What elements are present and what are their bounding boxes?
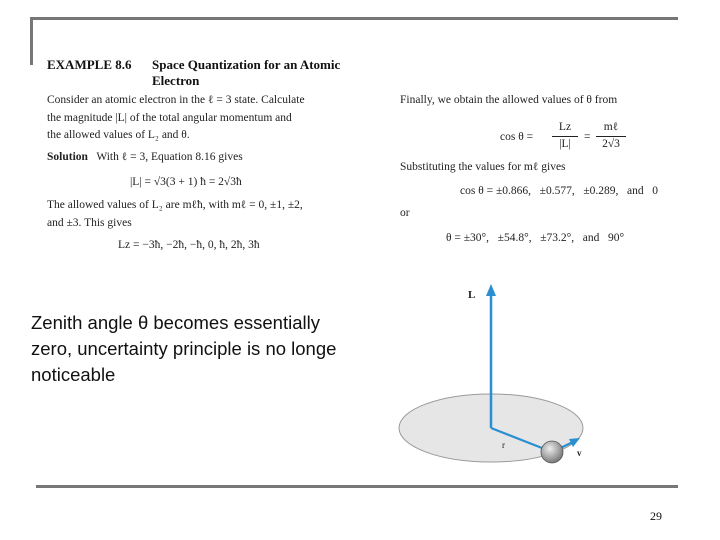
cos-numerator-2: mℓ (603, 121, 619, 133)
solution-line (47, 149, 243, 167)
example-label: EXAMPLE 8.6 (47, 57, 132, 72)
allowed-line: The allowed values of L₂ are mℓħ, with mℓ = 0, ±1, ±2, (47, 199, 303, 211)
electron-sphere (541, 441, 563, 463)
equation-cos-values: cos θ = ±0.866, ±0.577, ±0.289, and 0 (460, 185, 658, 197)
frame-top-line (30, 17, 678, 20)
problem-line: the magnitude |L| of the total angular momentum and (47, 111, 292, 124)
L-arrowhead-icon (486, 284, 496, 296)
cos-denominator-2: 2√3 (596, 136, 626, 151)
allowed-values-text (47, 197, 377, 232)
page-number: 29 (650, 509, 662, 523)
equation-theta-values: θ = ±30°, ±54.8°, ±73.2°, and 90° (446, 232, 625, 244)
problem-line: the allowed values of L₂ and θ. (47, 129, 190, 141)
angular-momentum-figure (392, 278, 604, 470)
frame-left-line (30, 17, 33, 65)
caption-text (31, 310, 393, 388)
equation-Lz-values: Lz = −3ħ, −2ħ, −ħ, 0, ħ, 2ħ, 3ħ (118, 239, 260, 251)
cos-equals: = (584, 131, 591, 143)
equation-L-magnitude: |L| = √3(3 + 1) ħ = 2√3ħ (130, 176, 242, 188)
substituting-text: Substituting the values for mℓ gives (400, 161, 566, 173)
label-v: v (577, 448, 582, 458)
caption-line: zero, uncertainty principle is no longe (31, 338, 337, 359)
or-text: or (400, 207, 410, 219)
frame-bottom-line (36, 485, 678, 488)
solution-label: Solution (47, 151, 88, 163)
cos-numerator-1: Lz (558, 121, 572, 133)
caption-line: Zenith angle θ becomes essentially (31, 312, 320, 333)
cos-denominator-1: |L| (552, 136, 578, 151)
cos-lhs: cos θ = (500, 131, 534, 143)
problem-line: Consider an atomic electron in the ℓ = 3 state. Calculate (47, 94, 305, 106)
equation-cos-theta (500, 120, 630, 154)
solution-text: With ℓ = 3, Equation 8.16 gives (96, 151, 243, 163)
example-title: Space Quantization for an Atomic Electron (152, 57, 341, 88)
label-L: L (468, 289, 476, 301)
finally-text: Finally, we obtain the allowed values of θ from (400, 94, 618, 106)
allowed-line: and ±3. This gives (47, 216, 132, 229)
label-r: r (502, 440, 505, 450)
caption-line: noticeable (31, 364, 116, 385)
problem-text (47, 92, 377, 145)
